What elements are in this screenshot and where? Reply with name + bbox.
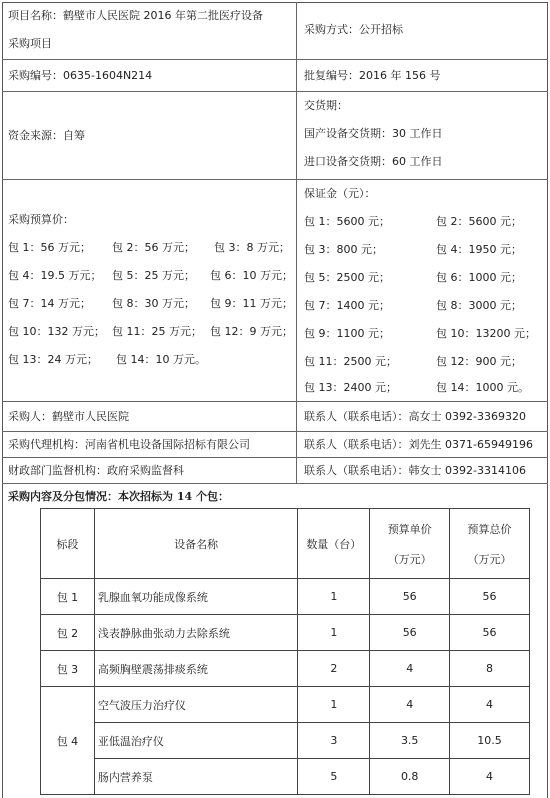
header-qty: 数量（台）: [298, 509, 370, 579]
deposit-item: 包 4：1950 元；: [436, 243, 522, 256]
cell-lot: 包 2: [41, 615, 95, 651]
deposit-item: 包 12：900 元；: [436, 355, 522, 368]
deposit-item: 包 13：2400 元；: [304, 381, 397, 394]
cell-name: 高频胸壁震荡排痰系统: [94, 651, 298, 687]
budget-item: 包 13：24 万元；: [8, 353, 98, 366]
project-name-line1: 项目名称：鹤壁市人民医院 2016 年第二批医疗设备: [8, 9, 263, 22]
budget-item: 包 4：19.5 万元；: [8, 269, 102, 282]
cell-total: 4: [450, 759, 530, 795]
budget-item: 包 5：25 万元；: [112, 269, 195, 282]
cell-total: 56: [450, 579, 530, 615]
delivery-domestic: 国产设备交货期：30 工作日: [304, 127, 443, 140]
cell-qty: 1: [298, 615, 370, 651]
deposit-title: 保证金（元）：: [304, 187, 376, 200]
cell-lot: 包 3: [41, 651, 95, 687]
budget-item: 包 10：132 万元；: [8, 325, 105, 338]
cell-name: 肠内营养泵: [94, 759, 298, 795]
cell-name: 浅表静脉曲张动力去除系统: [94, 615, 298, 651]
deposit-item: 包 1：5600 元；: [304, 215, 390, 228]
budget-item: 包 11：25 万元；: [112, 325, 202, 338]
cell-unit: 3.5: [370, 723, 450, 759]
cell-unit: 4: [370, 687, 450, 723]
table-row: [41, 687, 530, 723]
table-row: [41, 723, 530, 759]
header-unit-price: 预算单价 （万元）: [370, 509, 450, 579]
header-total-price: 预算总价 （万元）: [450, 509, 530, 579]
budget-item: 包 1：56 万元；: [8, 241, 91, 254]
cell-name: 亚低温治疗仪: [94, 723, 298, 759]
cell-total: 10.5: [450, 723, 530, 759]
purchaser: 采购人：鹤壁市人民医院: [8, 410, 129, 423]
purchaser-contact: 联系人（联系电话）：高女士 0392-3369320: [304, 410, 526, 423]
cell-total: 8: [450, 651, 530, 687]
budget-item: 包 12：9 万元；: [210, 325, 293, 338]
budget-item: 包 6：10 万元；: [210, 269, 293, 282]
header-name: 设备名称: [94, 509, 298, 579]
equipment-table: [40, 508, 530, 795]
cell-qty: 2: [298, 651, 370, 687]
budget-item: 包 2：56 万元；: [112, 241, 195, 254]
budget-item: 包 8：30 万元；: [112, 297, 195, 310]
project-name-line2: 采购项目: [8, 37, 52, 50]
supervisor: 财政部门监督机构：政府采购监督科: [8, 464, 184, 477]
cell-total: 56: [450, 615, 530, 651]
table-row: [41, 615, 530, 651]
column-divider: [296, 2, 297, 484]
cell-qty: 1: [298, 687, 370, 723]
approval-number: 批复编号：2016 年 156 号: [304, 69, 441, 82]
fund-source: 资金来源：自筹: [8, 129, 85, 142]
deposit-item: 包 7：1400 元；: [304, 299, 390, 312]
procurement-method: 采购方式：公开招标: [304, 23, 403, 36]
delivery-title: 交货期：: [304, 99, 348, 112]
deposit-item: 包 5：2500 元；: [304, 271, 390, 284]
delivery-import: 进口设备交货期：60 工作日: [304, 155, 443, 168]
cell-qty: 3: [298, 723, 370, 759]
supervisor-contact: 联系人（联系电话）：韩女士 0392-3314106: [304, 464, 526, 477]
content-section-title: 采购内容及分包情况：本次招标为 14 个包：: [8, 490, 229, 503]
agent: 采购代理机构：河南省机电设备国际招标有限公司: [8, 438, 250, 451]
cell-unit: 4: [370, 651, 450, 687]
budget-item: 包 3：8 万元；: [214, 241, 290, 254]
table-row: [41, 579, 530, 615]
cell-unit: 56: [370, 615, 450, 651]
cell-name: 乳腺血氧功能成像系统: [94, 579, 298, 615]
deposit-item: 包 10：13200 元；: [436, 327, 536, 340]
cell-unit: 0.8: [370, 759, 450, 795]
deposit-item: 包 6：1000 元；: [436, 271, 522, 284]
deposit-item: 包 3：800 元；: [304, 243, 383, 256]
deposit-item: 包 14：1000 元。: [436, 381, 529, 394]
budget-item: 包 14：10 万元。: [116, 353, 206, 366]
deposit-item: 包 8：3000 元；: [436, 299, 522, 312]
cell-unit: 56: [370, 579, 450, 615]
deposit-item: 包 9：1100 元；: [304, 327, 390, 340]
deposit-item: 包 11：2500 元；: [304, 355, 397, 368]
cell-lot: 包 4: [41, 687, 95, 795]
cell-total: 4: [450, 687, 530, 723]
budget-title: 采购预算价：: [8, 213, 74, 226]
budget-item: 包 7：14 万元；: [8, 297, 91, 310]
cell-qty: 1: [298, 579, 370, 615]
table-header-row: [41, 509, 530, 579]
cell-name: 空气波压力治疗仪: [94, 687, 298, 723]
budget-item: 包 9：11 万元；: [210, 297, 293, 310]
agent-contact: 联系人（联系电话）：刘先生 0371-65949196: [304, 438, 533, 451]
header-lot: 标段: [41, 509, 95, 579]
cell-lot: 包 1: [41, 579, 95, 615]
cell-qty: 5: [298, 759, 370, 795]
procurement-code: 采购编号：0635-1604N214: [8, 69, 153, 82]
table-row: [41, 651, 530, 687]
table-row: [41, 759, 530, 795]
deposit-item: 包 2：5600 元；: [436, 215, 522, 228]
